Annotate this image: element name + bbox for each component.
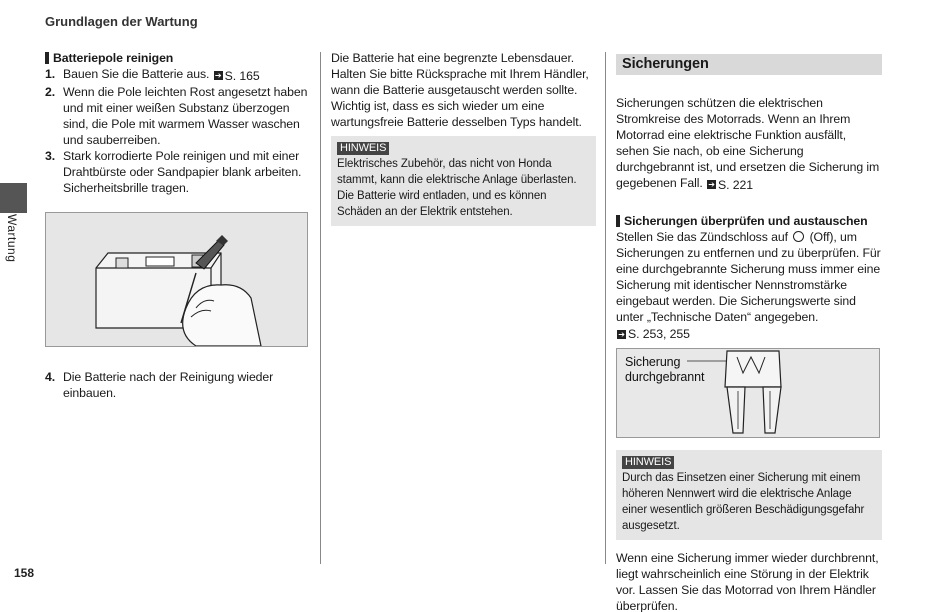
chapter-title: Grundlagen der Wartung: [45, 14, 198, 29]
step-3: 3. Stark korrodierte Pole reinigen und mit einer Drahtbürste oder Sandpapier blank arbeiten. Sicherheitsbrille tragen.: [45, 148, 302, 195]
step-1: 1. Bauen Sie die Batterie aus. ➔ S. 165: [45, 67, 260, 83]
notice-label: HINWEIS: [622, 456, 674, 469]
column-divider-2: [605, 52, 606, 564]
fuses-closing-text: Wenn eine Sicherung immer wieder durchbrennt, liegt wahrscheinlich eine Störung in der Elektrik vor. Lassen Sie das Motorrad von Ihrem Händler überprüfen.: [616, 551, 879, 612]
subheading-battery-terminals: Batteriepole reinigen: [45, 50, 310, 66]
step-2: 2. Wenn die Pole leichten Rost angesetzt haben und mit einer weißen Substanz überzogen sind, die Pole mit warmem Wasser waschen und sauberreiben.: [45, 84, 308, 147]
fuses-intro-text: Sicherungen schützen die elektrischen Stromkreise des Motorrads. Wenn an Ihrem Motorrad eine elektrische Funktion ausfällt, sehen Sie nach, ob eine Sicherung durchgebrannt ist, und ersetzen die Sicherung im gegebenen Fall. ➔ S. 221: [616, 96, 880, 192]
fuses-check-text: Stellen Sie das Zündschloss auf (Off), um Sicherungen zu entfernen und zu überprüfen. Für eine durchgebrannte Sicherung muss immer eine Sicherung mit identischer Nennstromstärke eingebaut werden. Die Sicherungswerte sind unter „Technische Daten“ angegeben. ➔ S. 253, 255: [616, 229, 881, 341]
subheading-bar-icon: [45, 52, 49, 64]
notice-label: HINWEIS: [337, 142, 389, 155]
figure-label-blown-fuse: Sicherung durchgebrannt: [625, 355, 705, 384]
page-reference-link[interactable]: ➔ S. 253, 255: [618, 327, 690, 341]
blown-fuse-illustration: [616, 348, 880, 438]
subheading-bar-icon: [616, 215, 620, 227]
notice-text: Elektrisches Zubehör, das nicht von Honda stammt, kann die elektrische Anlage überlasten. Die Batterie wird entladen, und es können Schäden an der Elektrik entstehen.: [337, 158, 577, 218]
battery-cleaning-illustration: [45, 212, 308, 347]
subheading-check-fuses: Sicherungen überprüfen und austauschen: [616, 213, 882, 229]
column-battery-lifespan: [331, 50, 596, 226]
side-tab-label: Wartung: [5, 214, 19, 263]
arrow-reference-icon: ➔: [214, 71, 222, 80]
notice-text: Durch das Einsetzen einer Sicherung mit einem höheren Nennwert wird die elektrische Anlage einer wesentlich größeren Beschädigungsgefahr ausgesetzt.: [622, 472, 865, 532]
page-number: 158: [14, 566, 35, 580]
side-tab-marker: [0, 183, 27, 213]
fuse-icon: [617, 349, 879, 437]
page-reference-link[interactable]: ➔ S. 165: [214, 68, 260, 83]
step-4: 4. Die Batterie nach der Reinigung wieder einbauen.: [45, 369, 274, 400]
battery-lifespan-text: Die Batterie hat eine begrenzte Lebensdauer. Halten Sie bitte Rücksprache mit Ihrem Händler, wann die Batterie ausgetauscht werden sollte. Wichtig ist, dass es sich wieder um eine wartungsfreie Batterie desselben Typs handelt.: [331, 51, 589, 129]
ignition-off-icon: [793, 231, 804, 242]
battery-brush-icon: [46, 213, 307, 346]
column-divider-1: [320, 52, 321, 564]
arrow-reference-icon: ➔: [708, 180, 715, 189]
section-title-fuses: Sicherungen: [616, 54, 882, 75]
column-battery-cleaning: [45, 50, 310, 401]
arrow-reference-icon: ➔: [618, 329, 625, 339]
notice-box-fuse-rating: [616, 450, 882, 540]
column-fuses: [616, 54, 882, 612]
page-reference-link[interactable]: ➔ S. 221: [708, 177, 753, 192]
notice-box-accessories: [331, 136, 596, 226]
